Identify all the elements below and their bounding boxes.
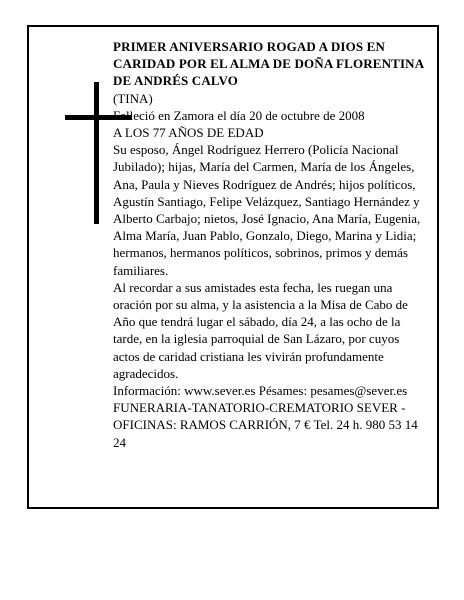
deceased-nickname: (TINA) bbox=[113, 90, 153, 106]
age-at-death: A LOS 77 AÑOS DE EDAD bbox=[113, 125, 264, 141]
memorial-mass-details: Al recordar a sus amistades esta fecha, les ruegan una oración por su alma, y la asistencia a la Misa de Cabo de Año que tendrá lugar el sábado, día 24, a las ocho de la tarde, en la iglesia parroquial de San Lázaro, por cuyos actos de caridad cristiana les vivirán profundamente agradecidos. bbox=[113, 279, 408, 381]
family-members: Su esposo, Ángel Rodríguez Herrero (Policía Nacional Jubilado); hijas, María del Carmen, María de los Ángeles, Ana, Paula y Nieves Rodríguez de Andrés; hijos políticos, Agustín Santiago, Felipe Velázquez, Santiago Hernández y Alberto Carbajo; nietos, José Ignacio, Ana María, Eugenia, Alma María, Juan Pablo, Gonzalo, Diego, Marina y Lidia; hermanos, hermanos políticos, sobrinos, primos y demás familiares. bbox=[113, 142, 421, 278]
cross-vertical-bar bbox=[94, 82, 99, 224]
contact-information: Información: www.sever.es Pésames: pesames@sever.es bbox=[113, 383, 408, 399]
obituary-text bbox=[113, 38, 426, 451]
funeral-home-details: FUNERARIA-TANATORIO-CREMATORIO SEVER - OFICINAS: RAMOS CARRIÓN, 7 € Tel. 24 h. 980 53 14 24 bbox=[113, 400, 418, 450]
death-details: Falleció en Zamora el día 20 de octubre de 2008 bbox=[113, 107, 365, 123]
notice-heading: PRIMER ANIVERSARIO ROGAD A DIOS EN CARIDAD POR EL ALMA DE DOÑA FLORENTINA DE ANDRÉS CALVO bbox=[113, 39, 424, 89]
